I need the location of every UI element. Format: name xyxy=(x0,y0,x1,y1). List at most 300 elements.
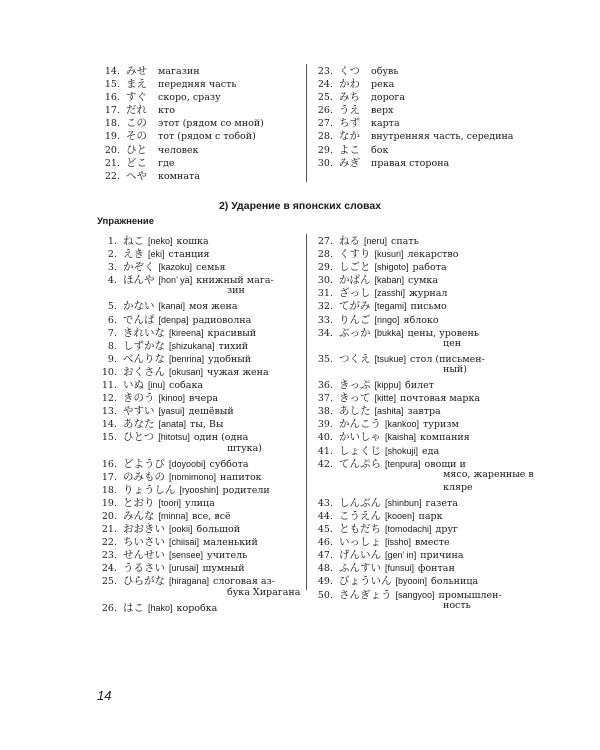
japanese-word: ねこ xyxy=(123,235,144,247)
russian-translation: яблоко xyxy=(403,314,439,326)
japanese-word: かない xyxy=(123,300,155,313)
item-number: 23. xyxy=(101,550,117,562)
japanese-word: くつ xyxy=(339,65,360,77)
list-item xyxy=(97,337,302,350)
list-item xyxy=(97,559,302,575)
japanese-word: てがみ xyxy=(339,300,371,313)
list-item-continuation xyxy=(97,586,302,599)
russian-translation: овощи и xyxy=(424,458,466,470)
item-number: 39. xyxy=(317,419,333,431)
japanese-word: きっぷ xyxy=(339,379,371,392)
russian-translation: внутренняя часть, середина xyxy=(371,131,514,143)
romaji-transcription: [sensee] xyxy=(169,550,204,561)
item-number: 31. xyxy=(317,288,333,300)
exercise-list-right xyxy=(313,232,534,612)
item-number: 29. xyxy=(317,262,333,274)
list-item-continuation xyxy=(313,599,528,612)
romaji-transcription: [kanai] xyxy=(158,301,186,312)
list-item xyxy=(97,258,302,274)
japanese-word: よこ xyxy=(339,143,360,156)
japanese-word: いぬ xyxy=(123,379,144,392)
list-item xyxy=(100,114,300,130)
item-number: 2. xyxy=(107,249,117,261)
japanese-word: だれ xyxy=(126,104,147,117)
item-number: 28. xyxy=(317,249,333,261)
romaji-transcription: [shizukana] xyxy=(169,340,215,351)
russian-translation: семья xyxy=(196,262,226,274)
list-item xyxy=(97,350,302,363)
list-item-continuation xyxy=(313,468,534,481)
russian-translation: кто xyxy=(158,105,175,117)
japanese-word: こうえん xyxy=(339,509,381,522)
item-number: 18. xyxy=(104,118,120,130)
item-number: 50. xyxy=(317,589,333,601)
item-number: 45. xyxy=(317,524,333,536)
romaji-transcription: [issho] xyxy=(385,537,412,548)
list-item xyxy=(97,507,302,520)
japanese-word: なか xyxy=(339,130,360,143)
russian-translation: все, всё xyxy=(192,510,231,522)
romaji-transcription: [inu] xyxy=(148,380,166,391)
item-number: 4. xyxy=(107,275,117,287)
japanese-word: りんご xyxy=(339,313,371,326)
russian-translation: почтовая марка xyxy=(400,393,481,405)
japanese-word: この xyxy=(126,117,147,130)
list-item xyxy=(97,533,302,549)
list-item-continuation xyxy=(313,481,528,494)
japanese-word: みぎ xyxy=(339,156,360,169)
item-number: 11. xyxy=(101,380,117,392)
romaji-transcription: [funsui] xyxy=(385,563,415,574)
russian-translation: дешёвый xyxy=(188,406,234,418)
japanese-word: みんな xyxy=(123,509,155,522)
russian-translation: лекарство xyxy=(407,249,459,261)
item-number: 24. xyxy=(317,79,333,91)
russian-translation: кошка xyxy=(176,236,209,247)
russian-translation: передняя часть xyxy=(158,79,237,91)
item-number: 6. xyxy=(107,314,117,326)
japanese-word: ひらがな xyxy=(123,575,165,588)
item-number: 37. xyxy=(317,393,333,405)
romaji-transcription: [shinbun] xyxy=(385,497,422,508)
russian-translation: письмо xyxy=(410,301,447,313)
romaji-transcription: [tegami] xyxy=(374,301,407,312)
japanese-word: まえ xyxy=(126,78,147,91)
list-item xyxy=(97,494,302,507)
list-item xyxy=(97,599,302,612)
japanese-word: しんぶん xyxy=(339,496,381,509)
list-item-continuation xyxy=(97,442,302,455)
japanese-word: うるさい xyxy=(123,562,165,575)
romaji-transcription: [ryooshin] xyxy=(179,484,219,495)
item-number: 16. xyxy=(104,92,120,104)
romaji-transcription: [okusan] xyxy=(169,366,204,377)
item-number: 20. xyxy=(101,510,117,522)
russian-translation: завтра xyxy=(407,406,441,418)
list-item xyxy=(313,507,528,520)
japanese-word: ふんすい xyxy=(339,562,381,575)
russian-translation: шумный xyxy=(202,563,245,575)
russian-translation: компания xyxy=(420,432,470,444)
russian-translation: дорога xyxy=(371,92,406,104)
japanese-word: きって xyxy=(339,392,371,405)
item-number: 29. xyxy=(317,144,333,156)
japanese-word: かんこう xyxy=(339,418,381,431)
japanese-word: あした xyxy=(339,405,371,418)
column-divider-top xyxy=(306,64,307,182)
item-number: 19. xyxy=(104,131,120,143)
japanese-word: でんぱ xyxy=(123,313,155,326)
list-item xyxy=(313,402,528,418)
item-number: 14. xyxy=(104,66,120,77)
russian-translation: промышлен- xyxy=(438,589,502,601)
item-number: 16. xyxy=(101,458,117,470)
list-item xyxy=(313,376,528,392)
list-item-continuation xyxy=(97,284,302,297)
japanese-word: はこ xyxy=(123,601,144,614)
list-item xyxy=(313,232,528,245)
romaji-transcription: [tsukue] xyxy=(374,353,407,364)
list-item xyxy=(313,62,523,75)
item-number: 25. xyxy=(101,576,117,588)
item-number: 43. xyxy=(317,497,333,509)
japanese-word: かぞく xyxy=(123,261,155,274)
japanese-word: どようび xyxy=(123,457,165,470)
romaji-transcription: [doyoobi] xyxy=(169,458,206,469)
romaji-transcription: [kooen] xyxy=(385,510,415,521)
japanese-word: しごと xyxy=(339,261,371,274)
list-item xyxy=(313,546,528,562)
romaji-transcription: [eki] xyxy=(148,249,165,260)
item-number: 1. xyxy=(107,236,117,247)
romaji-transcription: [yasui] xyxy=(158,406,185,417)
russian-translation: тихий xyxy=(218,340,249,352)
list-item xyxy=(313,127,523,143)
list-item xyxy=(97,363,302,376)
list-item xyxy=(97,376,302,392)
russian-translation: журнал xyxy=(409,288,448,300)
romaji-transcription: [kitte] xyxy=(374,393,397,404)
romaji-transcription: [hako] xyxy=(148,602,173,613)
japanese-word: しずかな xyxy=(123,339,165,352)
romaji-transcription: [nomimono] xyxy=(169,471,217,482)
list-item xyxy=(313,533,528,549)
list-item xyxy=(100,101,300,117)
russian-translation: кляре xyxy=(443,481,473,493)
romaji-transcription: [kazoku] xyxy=(158,262,193,273)
russian-translation: маленький xyxy=(203,537,258,549)
list-item xyxy=(97,481,302,494)
list-item xyxy=(313,258,528,274)
russian-translation: причина xyxy=(420,550,464,562)
japanese-word: ちず xyxy=(339,117,360,130)
list-item xyxy=(313,520,528,536)
russian-translation: вчера xyxy=(189,393,219,405)
japanese-word: ざっし xyxy=(339,287,371,300)
russian-translation: суббота xyxy=(209,458,249,470)
japanese-word: くすり xyxy=(339,248,371,261)
russian-translation: билет xyxy=(405,380,434,392)
russian-translation: этот (рядом со мной) xyxy=(158,118,264,130)
item-number: 21. xyxy=(101,524,117,536)
russian-translation: собака xyxy=(169,380,204,392)
list-item xyxy=(97,311,302,324)
japanese-word: げんいん xyxy=(339,549,381,562)
japanese-word: びょういん xyxy=(339,575,392,588)
russian-translation: радиоволна xyxy=(192,314,252,326)
russian-translation: моя жена xyxy=(189,301,238,313)
japanese-word: かわ xyxy=(339,78,360,91)
list-item xyxy=(97,389,302,405)
russian-translation: человек xyxy=(158,144,199,156)
japanese-word: きのう xyxy=(123,392,155,405)
japanese-word: のみもの xyxy=(123,470,165,483)
japanese-word: ぶっか xyxy=(339,326,371,339)
russian-translation: друг xyxy=(435,524,459,536)
item-number: 23. xyxy=(317,66,333,77)
russian-translation: вместе xyxy=(415,537,450,549)
romaji-transcription: [urusai] xyxy=(169,563,199,574)
exercise-list-left xyxy=(97,232,302,612)
russian-translation: фонтан xyxy=(418,563,455,575)
romaji-transcription: [kaisha] xyxy=(385,432,417,443)
list-item xyxy=(97,324,302,337)
list-item xyxy=(97,546,302,562)
russian-translation: верх xyxy=(371,105,394,117)
romaji-transcription: [neko] xyxy=(148,236,173,246)
russian-translation: удобный xyxy=(208,353,252,365)
russian-translation: улица xyxy=(185,497,215,509)
russian-translation: напиток xyxy=(220,471,262,483)
romaji-transcription: [kireena] xyxy=(169,327,204,338)
japanese-word: かいしゃ xyxy=(339,431,381,444)
item-number: 38. xyxy=(317,406,333,418)
list-item xyxy=(100,62,300,75)
japanese-word: てんぷら xyxy=(339,457,381,470)
romaji-transcription: [zasshi] xyxy=(374,288,406,299)
russian-translation: больница xyxy=(431,576,479,588)
list-item xyxy=(313,154,523,167)
romaji-transcription: [gen’ in] xyxy=(385,550,417,561)
romaji-transcription: [shokuji] xyxy=(385,445,419,456)
russian-translation: еда xyxy=(422,445,440,457)
japanese-word: ともだち xyxy=(339,523,381,536)
item-number: 44. xyxy=(317,510,333,522)
section-heading: 2) Ударение в японских словах xyxy=(218,200,382,212)
romaji-transcription: [hitotsu] xyxy=(158,432,190,443)
romaji-transcription: [anata] xyxy=(158,419,187,430)
list-item xyxy=(313,271,528,287)
romaji-transcription: [tenpura] xyxy=(385,458,421,469)
item-number: 48. xyxy=(317,563,333,575)
romaji-transcription: [toori] xyxy=(158,497,182,508)
item-number: 26. xyxy=(101,602,117,614)
japanese-word: べんりな xyxy=(123,352,165,365)
japanese-word: みせ xyxy=(126,65,147,77)
list-item xyxy=(97,428,302,444)
romaji-transcription: [byooin] xyxy=(395,576,428,587)
item-number: 15. xyxy=(104,79,120,91)
list-item xyxy=(313,75,523,91)
japanese-word: あなた xyxy=(123,418,155,431)
item-number: 25. xyxy=(317,92,333,104)
russian-translation: река xyxy=(371,79,395,91)
item-number: 24. xyxy=(101,563,117,575)
romaji-transcription: [bukka] xyxy=(374,327,404,338)
item-number: 21. xyxy=(104,157,120,169)
romaji-transcription: [neru] xyxy=(364,236,388,246)
list-item xyxy=(313,389,528,405)
list-item xyxy=(100,88,300,104)
romaji-transcription: [kankoo] xyxy=(385,419,420,430)
item-number: 10. xyxy=(101,366,117,378)
item-number: 47. xyxy=(317,550,333,562)
list-item xyxy=(313,88,523,104)
japanese-word: どこ xyxy=(126,156,147,169)
russian-translation: коробка xyxy=(176,602,218,614)
list-item xyxy=(313,415,528,431)
japanese-word: いっしょ xyxy=(339,536,381,549)
romaji-transcription: [tomodachi] xyxy=(385,524,432,535)
page-number: 14 xyxy=(97,688,112,703)
russian-translation: родители xyxy=(222,484,270,496)
russian-translation: штука) xyxy=(227,442,262,454)
russian-translation: большой xyxy=(196,524,241,536)
item-number: 15. xyxy=(101,432,117,444)
romaji-transcription: [ookii] xyxy=(169,524,193,535)
item-number: 3. xyxy=(107,262,117,274)
list-item xyxy=(97,455,302,468)
list-item xyxy=(313,559,528,575)
item-number: 8. xyxy=(107,340,117,352)
list-item xyxy=(313,101,523,117)
japanese-word: りょうしん xyxy=(123,483,176,496)
list-item xyxy=(100,127,300,143)
romaji-transcription: [sangyoo] xyxy=(395,589,435,600)
russian-translation: газета xyxy=(425,497,458,509)
russian-translation: красивый xyxy=(207,327,257,339)
japanese-word: みち xyxy=(339,91,360,104)
item-number: 49. xyxy=(317,576,333,588)
japanese-word: へや xyxy=(126,169,147,182)
russian-translation: цены, уровень xyxy=(407,327,480,339)
russian-translation: ный) xyxy=(443,363,467,375)
item-number: 28. xyxy=(317,131,333,143)
russian-translation: карта xyxy=(371,118,400,130)
list-item xyxy=(100,141,300,154)
list-item xyxy=(313,311,528,324)
japanese-word: かばん xyxy=(339,274,371,287)
item-number: 17. xyxy=(101,471,117,483)
list-item xyxy=(313,245,528,261)
russian-translation: комната xyxy=(158,170,200,182)
item-number: 42. xyxy=(317,458,333,470)
item-number: 5. xyxy=(107,301,117,313)
item-number: 7. xyxy=(107,327,117,339)
item-number: 17. xyxy=(104,105,120,117)
list-item xyxy=(313,297,528,313)
list-item xyxy=(97,402,302,418)
russian-translation: тот (рядом с тобой) xyxy=(158,131,256,143)
list-item xyxy=(313,442,528,455)
russian-translation: магазин xyxy=(158,66,200,77)
romaji-transcription: [ringo] xyxy=(374,314,400,325)
russian-translation: спать xyxy=(391,236,419,247)
item-number: 19. xyxy=(101,497,117,509)
russian-translation: правая сторона xyxy=(371,157,450,169)
japanese-word: おおきい xyxy=(123,523,165,536)
romaji-transcription: [kaban] xyxy=(374,275,405,286)
romaji-transcription: [denpa] xyxy=(158,314,189,325)
russian-translation: парк xyxy=(418,510,443,522)
item-number: 35. xyxy=(317,353,333,365)
russian-translation: чужая жена xyxy=(207,366,269,378)
list-item xyxy=(313,114,523,130)
japanese-word: おくさん xyxy=(123,365,165,378)
list-item xyxy=(313,324,528,337)
item-number: 27. xyxy=(317,236,333,247)
list-item xyxy=(97,520,302,536)
russian-translation: станция xyxy=(168,249,210,261)
romaji-transcription: [minna] xyxy=(158,510,189,521)
russian-translation: бок xyxy=(371,144,389,156)
item-number: 41. xyxy=(317,445,333,457)
item-number: 32. xyxy=(317,301,333,313)
list-item xyxy=(313,494,528,507)
list-item xyxy=(313,284,528,300)
romaji-transcription: [hon’ ya] xyxy=(158,275,193,286)
list-item xyxy=(97,468,302,481)
list-item-continuation xyxy=(313,363,528,376)
japanese-word: ひとつ xyxy=(123,431,155,444)
russian-translation: один (одна xyxy=(193,432,249,444)
item-number: 30. xyxy=(317,157,333,169)
romaji-transcription: [chiisai] xyxy=(169,537,200,548)
list-item xyxy=(313,455,528,468)
item-number: 30. xyxy=(317,275,333,287)
russian-translation: книжный мага- xyxy=(196,275,274,287)
list-item xyxy=(97,245,302,261)
romaji-transcription: [benrina] xyxy=(169,353,205,364)
item-number: 34. xyxy=(317,327,333,339)
list-item xyxy=(100,154,300,167)
item-number: 9. xyxy=(107,353,117,365)
item-number: 20. xyxy=(104,144,120,156)
russian-translation: зин xyxy=(227,285,245,297)
list-item xyxy=(313,572,528,588)
item-number: 33. xyxy=(317,314,333,326)
japanese-word: しょくじ xyxy=(339,444,381,457)
japanese-word: うえ xyxy=(339,104,360,117)
list-item xyxy=(97,415,302,431)
russian-translation: обувь xyxy=(371,66,399,77)
item-number: 40. xyxy=(317,432,333,444)
russian-translation: где xyxy=(158,157,175,169)
russian-translation: ты, Вы xyxy=(190,419,224,431)
item-number: 12. xyxy=(101,393,117,405)
russian-translation: слоговая аз- xyxy=(213,576,275,588)
list-item xyxy=(100,167,300,180)
romaji-transcription: [kippu] xyxy=(374,380,402,391)
exercise-label: Упражнение xyxy=(97,216,154,227)
romaji-transcription: [hiragana] xyxy=(169,576,210,587)
item-number: 36. xyxy=(317,380,333,392)
item-number: 22. xyxy=(101,537,117,549)
column-divider-bottom xyxy=(306,234,307,590)
russian-translation: учитель xyxy=(207,550,248,562)
romaji-transcription: [kusuri] xyxy=(374,249,404,260)
item-number: 22. xyxy=(104,170,120,182)
